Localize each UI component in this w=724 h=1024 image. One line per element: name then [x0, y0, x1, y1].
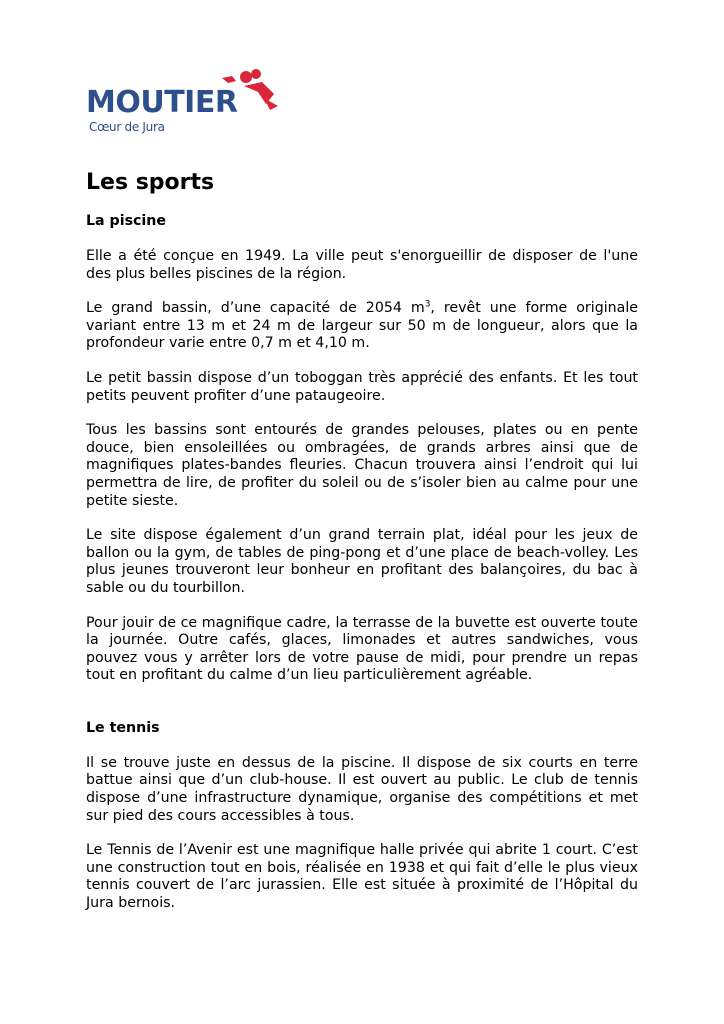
superscript: 3: [424, 299, 431, 310]
document-body: [86, 168, 638, 913]
paragraph: Tous les bassins sont entourés de grandes pelouses, plates ou en pente douce, bien ensoleillées ou ombragées, de grands arbres ainsi que de magnifiques plates-bandes fleuries. Chacun trouvera ainsi l’endroit qui lui permettra de lire, de profiter du soleil ou de s’isoler bien au calme pour une petite sieste.: [86, 422, 638, 509]
section-heading-tennis: Le tennis: [86, 719, 160, 736]
paragraph: Le petit bassin dispose d’un toboggan très apprécié des enfants. Et les tout petits peuvent profiter d’une pataugeoire.: [86, 369, 638, 404]
paragraph: Le Tennis de l’Avenir est une magnifique halle privée qui abrite 1 court. C’est une construction tout en bois, réalisée en 1938 et qui fait d’elle le plus vieux tennis couvert de l’arc jurassien. Elle est située à proximité de l’Hôpital du Jura bernois.: [86, 842, 638, 912]
paragraph: Pour jouir de ce magnifique cadre, la terrasse de la buvette est ouverte toute la journée. Outre cafés, glaces, limonades et autres sandwiches, vous pouvez vous y arrêter lors de votre pause de midi, pour prendre un repas tout en profitant du calme d’un lieu particulièrement agréable.: [86, 614, 638, 684]
logo-name: MOUTIER: [86, 85, 238, 120]
paragraph: [86, 300, 638, 353]
moutier-logo: [86, 68, 286, 134]
paragraph: Il se trouve juste en dessus de la piscine. Il dispose de six courts en terre battue ainsi que d’un club-house. Il est ouvert au public. Le club de tennis dispose d’une infrastructure dynamique, organise des compétitions et met sur pied des cours accessibles à tous.: [86, 754, 638, 824]
paragraph-text: Le grand bassin, d’une capacité de 2054 m: [86, 300, 425, 317]
paragraph-text: , revêt une forme originale variant entre 13 m et 24 m de largeur sur 50 m de longueur, alors que la profondeur varie entre 0,7 m et 4,10 m.: [86, 300, 638, 352]
logo-tagline: Cœur de Jura: [89, 120, 165, 134]
paragraph: Elle a été conçue en 1949. La ville peut s'enorgueillir de disposer de l'une des plus belles piscines de la région.: [86, 248, 638, 282]
section-heading-piscine: La piscine: [86, 213, 167, 229]
paragraph: Le site dispose également d’un grand terrain plat, idéal pour les jeux de ballon ou la gym, de tables de ping-pong et d’une place de beach-volley. Les plus jeunes trouveront leur bonheur en profitant des balançoires, du bac à sable ou du tourbillon.: [86, 527, 638, 596]
page-title: Les sports: [86, 170, 215, 195]
